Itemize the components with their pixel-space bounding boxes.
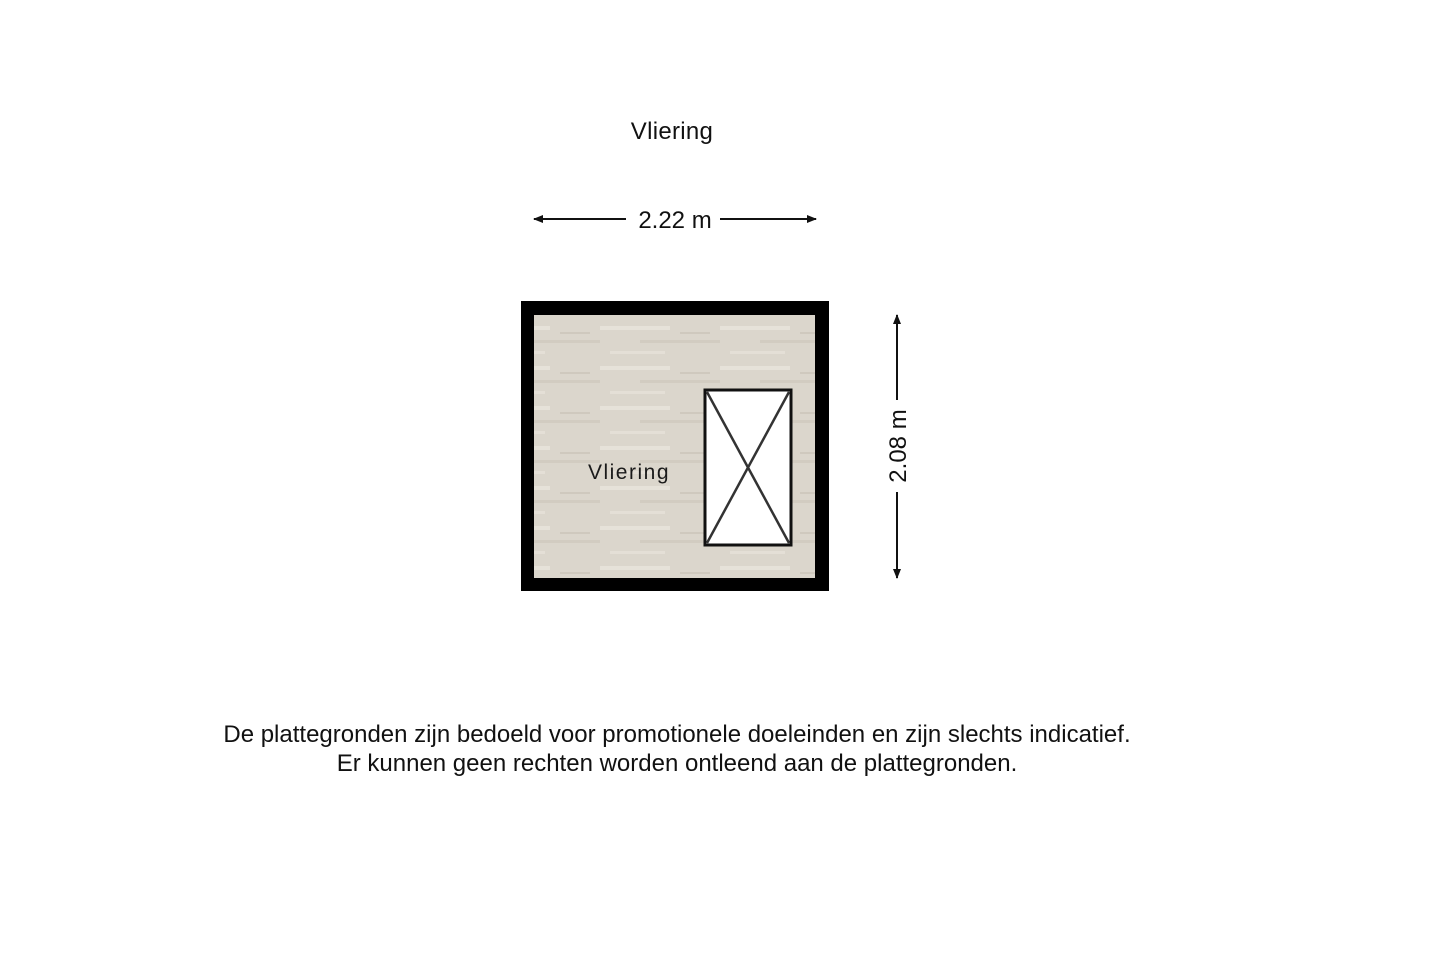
disclaimer — [120, 720, 1234, 778]
floor-title: Vliering — [630, 118, 714, 145]
room-label: Vliering — [587, 461, 671, 484]
height-dimension — [885, 315, 912, 578]
disclaimer-line-1: De plattegronden zijn bedoeld voor promotionele doeleinden en zijn slechts indicatief. — [223, 721, 1131, 748]
disclaimer-line-2: Er kunnen geen rechten worden ontleend aan de plattegronden. — [336, 750, 1018, 777]
hatch-cross-icon — [705, 390, 791, 545]
height-dimension-label: 2.08 m — [885, 409, 912, 483]
width-dimension-label: 2.22 m — [638, 207, 712, 234]
room-vliering — [521, 301, 829, 591]
width-dimension — [534, 207, 816, 234]
